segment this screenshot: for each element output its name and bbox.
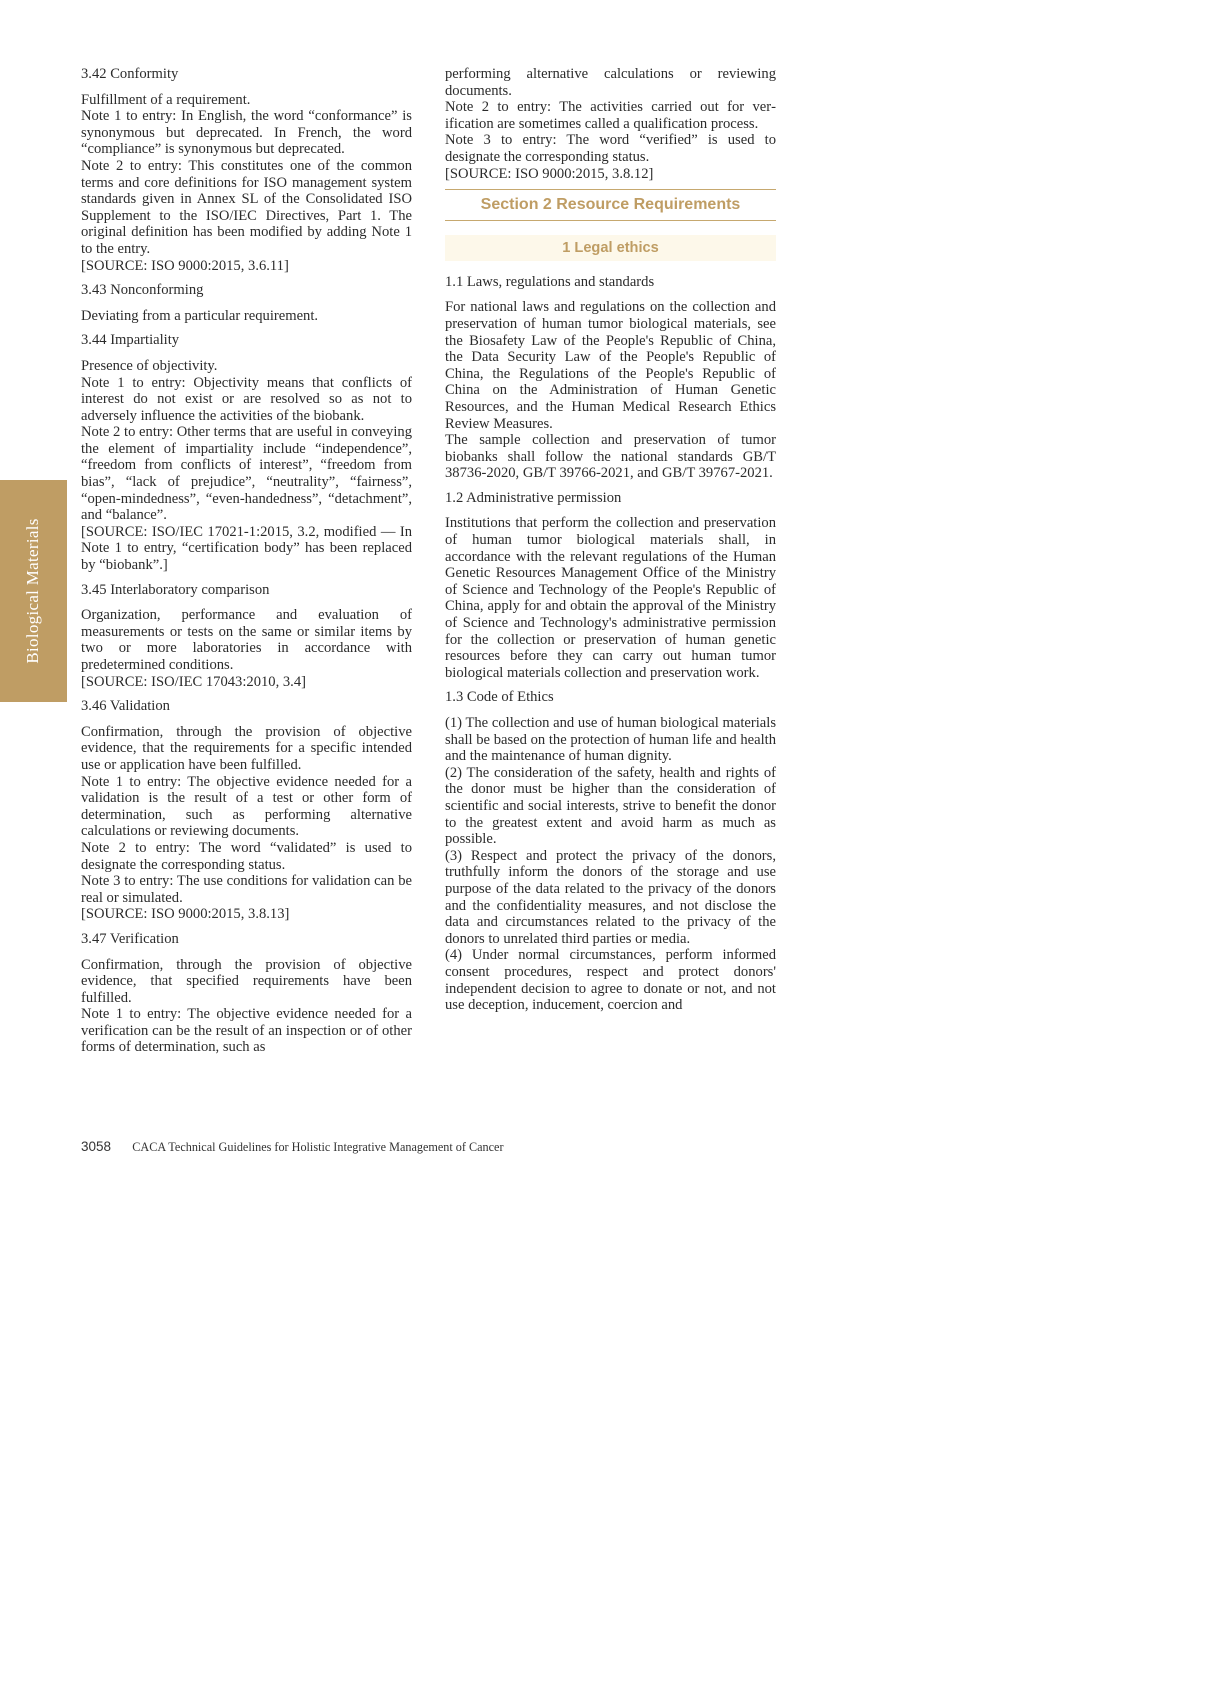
entry-heading: 1.3 Code of Ethics: [445, 689, 554, 706]
paragraph: Note 2 to entry: Other terms that are useful in conveying the element of impartiality include “independence”, “freedom from conflicts of interest”, “freedom from bias”, “lack of prejudice”, “neutrality”, “fairness”, “open-mindedness”, “even-handedness”, “detachment”, and “balance”.: [81, 424, 412, 524]
entry-heading: 1.2 Administrative permission: [445, 489, 622, 506]
entry-heading: 3.42 Conformity: [81, 66, 179, 82]
page-number: 3058: [81, 1139, 112, 1154]
paragraph: (3) Respect and protect the privacy of the donors, truthfully inform the donors of the storage and use purpose of the data related to the privacy of the donors and the confidentiality measures, and not disclose the data and circumstances related to the privacy of the donors to unrelated third parties or media.: [445, 847, 776, 947]
paragraph: (4) Under normal circumstances, perform informed consent procedures, respect and protect donors' independent decision to agree to donate or not, and not use deception, inducement, coercion and: [445, 947, 776, 1014]
paragraph: (1) The collection and use of human biological materials shall be based on the protection of human life and health and the maintenance of human dignity.: [445, 715, 776, 765]
side-tab-label: Biological Materials: [23, 518, 42, 664]
paragraph: Note 2 to entry: The activities carried out for verification are sometimes called a qualification process.: [445, 99, 776, 132]
running-title: CACA Technical Guidelines for Holistic Integrative Management of Cancer: [132, 1140, 504, 1154]
paragraph: Presence of objectivity.: [81, 357, 218, 374]
paragraph: (2) The consideration of the safety, health and rights of the donor must be higher than the consideration of scientific and social interests, strive to benefit the donor to the greatest extent and avoid harm as much as possible.: [445, 764, 776, 848]
entry-1-2: [445, 490, 776, 682]
page-footer: [81, 1139, 504, 1155]
paragraph: [SOURCE: ISO 9000:2015, 3.6.11]: [81, 257, 289, 274]
paragraph: Fulfillment of a requirement.: [81, 91, 251, 108]
paragraph: Organization, performance and evaluation of measurements or tests on the same or similar items by two or more laboratories in accordance with predetermined conditions.: [81, 607, 412, 673]
paragraph: Note 1 to entry: The objective evidence needed for a verification can be the result of an inspection or of other forms of determination, such as: [81, 1006, 412, 1056]
entry-1-1: [445, 274, 776, 482]
paragraph: Confirmation, through the provision of objective evidence, that the requirements for a specific intended use or application have been fulfilled.: [81, 723, 412, 773]
paragraph: Institutions that perform the collection and preservation of human tumor biological materials shall, in accordance with the relevant regulations of the Human Genetic Resources Management Office of the Ministry of Science and Technology of the People's Republic of China, apply for and obtain the approval of the Ministry of Science and Technology's administrative permission for the collection or preservation of human genetic resources before they can carry out human tumor biological materials collection and preservation work.: [445, 515, 776, 681]
paragraph: [SOURCE: ISO/IEC 17021-1:2015, 3.2, modified — In Note 1 to entry, “certification body” has been replaced by “biobank”.]: [81, 523, 412, 574]
paragraph: [SOURCE: ISO 9000:2015, 3.8.12]: [445, 165, 654, 182]
section-title: Section 2 Resource Requirements: [480, 196, 741, 214]
entry-3-46: [81, 698, 412, 923]
entry-heading: 3.43 Nonconforming: [81, 282, 204, 299]
paragraph: Confirmation, through the provision of objective evidence, that specified requirements have been fulfilled.: [81, 956, 412, 1006]
entry-heading: 1.1 Laws, regulations and standards: [445, 273, 655, 290]
paragraph: [SOURCE: ISO 9000:2015, 3.8.13]: [81, 906, 290, 923]
paragraph: Note 3 to entry: The word “verified” is used to designate the corresponding status.: [445, 132, 776, 165]
entry-3-42: [81, 66, 412, 274]
entry-3-43: [81, 282, 412, 324]
verification-continued: [445, 66, 776, 182]
paragraph: For national laws and regulations on the collection and preservation of human tumor biological materials, see the Biosafety Law of the People's Republic of China, the Data Security Law of the People's Republic of China, the Regulations of the People's Republic of China on the Administration of Human Genetic Resources, and the Human Medical Research Ethics Review Measures.: [445, 299, 776, 432]
paragraph: Note 3 to entry: The use conditions for validation can be real or simulated.: [81, 873, 412, 906]
entry-heading: 3.45 Interlaboratory comparison: [81, 581, 270, 598]
paragraph: The sample collection and preservation of tumor biobanks shall follow the national standards GB/T 38736-2020, GB/T 39766-2021, and GB/T 39767-2021.: [445, 432, 776, 482]
entry-1-3: [445, 689, 776, 1013]
section-rule-bottom: [445, 220, 776, 221]
paragraph: performing alternative calculations or reviewing documents.: [445, 66, 776, 99]
left-column: [81, 66, 412, 1064]
entry-heading: 3.46 Validation: [81, 698, 170, 715]
right-column: [445, 66, 776, 1022]
paragraph: Note 1 to entry: In English, the word “conformance” is synonymous but deprecated. In French, the word “compliance” is synonymous but deprecated.: [81, 108, 412, 158]
paragraph: Note 1 to entry: The objective evidence needed for a validation is the result of a test or other form of determination, such as performing alternative calculations or reviewing documents.: [81, 773, 412, 840]
entry-3-44: [81, 332, 412, 573]
paragraph: Note 2 to entry: This constitutes one of the common terms and core definitions for ISO management system standards given in Annex SL of the Consolidated ISO Supplement to the ISO/IEC Directives, Part 1. The original definition has been modified by adding Note 1 to the entry.: [81, 157, 412, 257]
entry-heading: 3.47 Verification: [81, 930, 179, 947]
entry-heading: 3.44 Impartiality: [81, 332, 180, 349]
entry-3-47: [81, 931, 412, 1056]
paragraph: Note 1 to entry: Objectivity means that conflicts of interest do not exist or are resolved so as not to adversely influence the activities of the biobank.: [81, 374, 412, 424]
entry-3-45: [81, 582, 412, 691]
subsection-title: 1 Legal ethics: [445, 235, 776, 261]
paragraph: Note 2 to entry: The word “validated” is used to designate the corresponding status.: [81, 839, 412, 873]
paragraph: [SOURCE: ISO/IEC 17043:2010, 3.4]: [81, 673, 306, 690]
section-heading-box: [445, 189, 776, 221]
paragraph: Deviating from a particular requirement.: [81, 307, 319, 324]
